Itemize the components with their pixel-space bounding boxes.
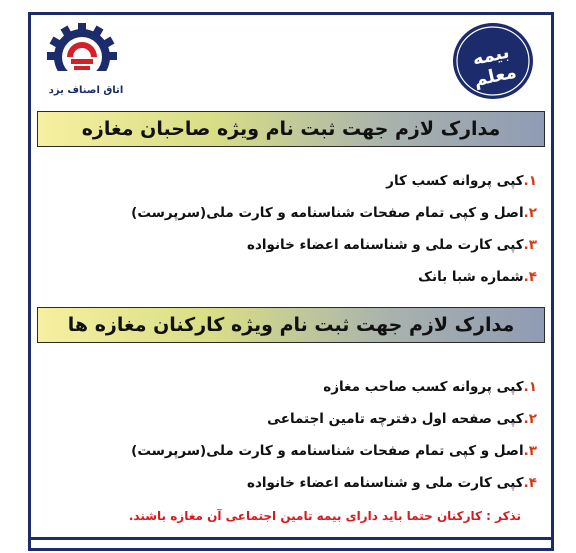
item-number: ۴. bbox=[523, 475, 537, 491]
item-text: کپی پروانه کسب کار bbox=[386, 173, 524, 189]
item-number: ۳. bbox=[523, 237, 537, 253]
section2-title: مدارک لازم جهت ثبت نام ویژه کارکنان مغازه ها bbox=[37, 307, 545, 343]
item-text: شماره شبا بانک bbox=[418, 269, 524, 285]
list-item bbox=[131, 165, 537, 197]
item-text: کپی صفحه اول دفترچه تامین اجتماعی bbox=[267, 411, 524, 427]
item-text: کپی کارت ملی و شناسنامه اعضاء خانواده bbox=[246, 237, 524, 253]
logo-caption: اتاق اصناف یزد bbox=[48, 85, 124, 96]
gear-logo-icon bbox=[41, 21, 131, 87]
item-number: ۳. bbox=[523, 443, 537, 459]
owners-requirements-list bbox=[131, 165, 537, 293]
employees-note: تذکر : کارکنان حتما باید دارای بیمه تامین اجتماعی آن مغازه باشند. bbox=[128, 509, 521, 523]
list-item bbox=[131, 197, 537, 229]
item-text: اصل و کپی تمام صفحات شناسنامه و کارت ملی(سرپرست) bbox=[131, 443, 524, 459]
bottom-divider bbox=[31, 537, 551, 540]
item-text: کپی پروانه کسب صاحب مغازه bbox=[323, 379, 524, 395]
section1-title: مدارک لازم جهت ثبت نام ویژه صاحبان مغازه bbox=[37, 111, 545, 147]
header bbox=[31, 15, 551, 111]
list-item bbox=[131, 403, 537, 435]
list-item bbox=[131, 435, 537, 467]
guild-chamber-logo bbox=[41, 21, 131, 99]
item-text: اصل و کپی تمام صفحات شناسنامه و کارت ملی(سرپرست) bbox=[131, 205, 524, 221]
list-item bbox=[131, 229, 537, 261]
item-number: ۲. bbox=[523, 411, 537, 427]
item-text: کپی کارت ملی و شناسنامه اعضاء خانواده bbox=[246, 475, 524, 491]
item-number: ۱. bbox=[523, 173, 537, 189]
item-number: ۴. bbox=[523, 269, 537, 285]
employees-requirements-list bbox=[131, 371, 537, 499]
document-frame bbox=[28, 12, 554, 551]
list-item bbox=[131, 467, 537, 499]
list-item bbox=[131, 261, 537, 293]
insurance-logo-text: بیمه معلم bbox=[470, 41, 519, 91]
item-number: ۱. bbox=[523, 379, 537, 395]
insurance-logo bbox=[451, 19, 535, 103]
item-number: ۲. bbox=[523, 205, 537, 221]
list-item bbox=[131, 371, 537, 403]
